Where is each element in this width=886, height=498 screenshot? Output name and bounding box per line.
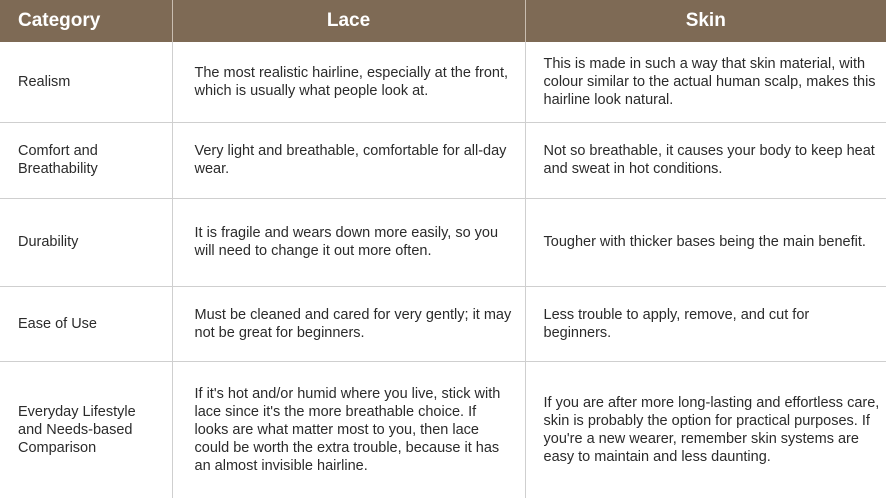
table-row — [0, 286, 886, 361]
row-category: Realism — [0, 42, 172, 122]
row-lace-cell: Must be cleaned and cared for very gently; it may not be great for beginners. — [172, 286, 525, 361]
header-category: Category — [0, 0, 172, 42]
table-row — [0, 42, 886, 122]
table-row — [0, 361, 886, 498]
row-lace-cell: If it's hot and/or humid where you live, stick with lace since it's the more breathable choice. If looks are what matter most to you, then lace could be worth the extra trouble, because it has an almost invisible hairline. — [172, 361, 525, 498]
row-category: Everyday Lifestyle and Needs-based Comparison — [0, 361, 172, 498]
row-lace-cell: It is fragile and wears down more easily, so you will need to change it out more often. — [172, 198, 525, 286]
row-lace-cell: The most realistic hairline, especially at the front, which is usually what people look at. — [172, 42, 525, 122]
table-header — [0, 0, 886, 42]
row-category: Ease of Use — [0, 286, 172, 361]
header-row — [0, 0, 886, 42]
header-lace: Lace — [172, 0, 525, 42]
row-skin-cell: Less trouble to apply, remove, and cut for beginners. — [525, 286, 886, 361]
row-category: Durability — [0, 198, 172, 286]
row-category: Comfort and Breathability — [0, 122, 172, 198]
row-skin-cell: This is made in such a way that skin material, with colour similar to the actual human scalp, makes this hairline look natural. — [525, 42, 886, 122]
row-skin-cell: Not so breathable, it causes your body to keep heat and sweat in hot conditions. — [525, 122, 886, 198]
table-row — [0, 198, 886, 286]
table-row — [0, 122, 886, 198]
row-skin-cell: If you are after more long-lasting and effortless care, skin is probably the option for practical purposes. If you're a new wearer, remember skin systems are easy to maintain and less daunting. — [543, 394, 880, 465]
row-lace-cell: Very light and breathable, comfortable for all-day wear. — [172, 122, 525, 198]
row-skin-cell: Tougher with thicker bases being the main benefit. — [525, 198, 886, 286]
header-skin: Skin — [525, 0, 886, 42]
table-body — [0, 42, 886, 498]
